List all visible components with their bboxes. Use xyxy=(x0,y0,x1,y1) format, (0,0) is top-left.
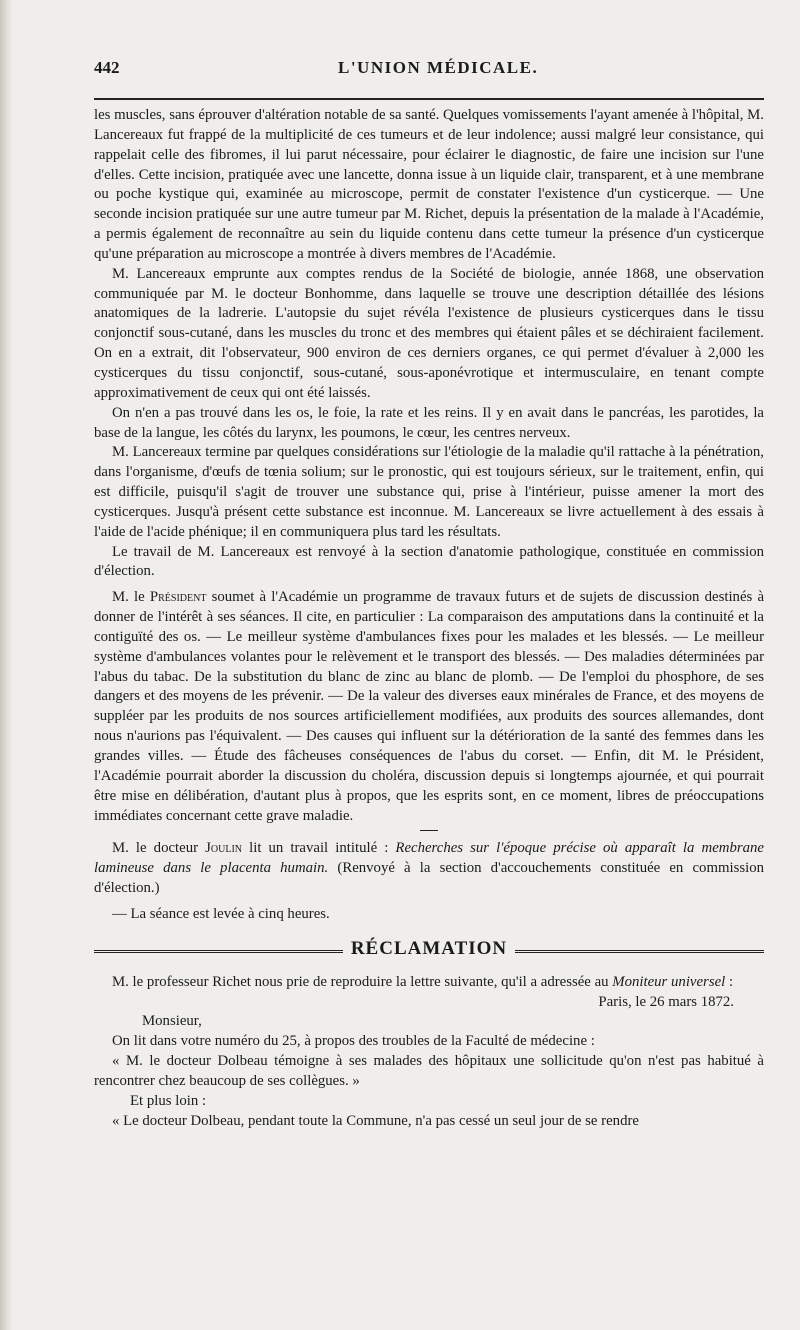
reclamation-heading xyxy=(94,939,764,963)
page-number: 442 xyxy=(94,58,120,77)
paragraph-referral: Le travail de M. Lancereaux est renvoyé à la section d'anatomie pathologique, constituée en commission d'élection. xyxy=(94,543,764,580)
text-segment: M. le xyxy=(112,589,150,606)
paragraph-president-program xyxy=(94,588,764,826)
text-segment: : xyxy=(725,973,734,990)
separator-rule xyxy=(420,830,438,831)
paper-title-italic: Recherches sur l'époque précise où apparaît la membrane lamineuse dans le placenta humain. xyxy=(94,840,764,877)
letter-date: Paris, le 26 mars 1872. xyxy=(598,993,734,1010)
journal-title: L'UNION MÉDICALE. xyxy=(338,58,539,77)
paragraph-organs: On n'en a pas trouvé dans les os, le foie, la rate et les reins. Il y en avait dans le pancréas, les parotides, la base de la langue, les côtés du larynx, les poumons, le cœur, les centres nerveux. xyxy=(94,404,764,441)
text-segment: soumet à l'Académie un programme de travaux futurs et de sujets de discussion destinés à donner de l'intérêt à ses séances. Il cite, en particulier : La comparaison des amputations dans la continuité et la contiguïté des os. — Le meilleur système d'ambulances fixes pour les malades et les blessés. — Le meilleur système d'ambulances volantes pour le relèvement et le transport des blessés. — Des maladies déterminées par l'abus du tabac. De la substitution du blanc de zinc au blanc de plomb. — De l'emploi du phosphore, de ses dangers et des moyens de les prévenir. — De la valeur des diverses eaux minérales de France, et des moyens de suppléer par les produits de nos sources artificiellement modifiées, aux produits des sources allemandes, dont nous n'aurions pas l'équivalent. — Des causes qui influent sur la détérioration de la santé des femmes dans les grandes villes. — Étude des fâcheuses conséquences de l'abus du corset. — Enfin, dit M. le Président, l'Académie pourrait aborder la discussion du choléra, discussion depuis si longtemps ajournée, et qui pourrait être mise en délibération, d'autant plus à propos, que les esprits sont, en ce moment, libres de préoccupations immédiates concernant cette grave maladie. xyxy=(94,589,765,824)
header-rule xyxy=(94,98,764,100)
letter-line: On lit dans votre numéro du 25, à propos des troubles de la Faculté de médecine : xyxy=(112,1033,595,1050)
text-segment: M. le professeur Richet nous prie de reproduire la lettre suivante, qu'il a adressée au xyxy=(112,973,613,990)
text-segment: lit un travail intitulé : xyxy=(242,840,396,857)
letter-quote: « Le docteur Dolbeau, pendant toute la Commune, n'a pas cessé un seul jour de se rendre xyxy=(112,1112,639,1129)
text-segment: (Renvoyé à la section d'accouchements constituée en commission d'élection.) xyxy=(94,860,764,897)
moniteur-italic: Moniteur universel xyxy=(612,973,726,990)
paragraph-bonhomme-observation: M. Lancereaux emprunte aux comptes rendus de la Société de biologie, année 1868, une observation communiquée par M. le docteur Bonhomme, dans laquelle se trouve une description détaillée des lésions anatomiques de la ladrerie. L'autopsie du sujet révéla l'existence de plusieurs cysticerques dans le tissu conjonctif sous-cutané, dans les muscles du tronc et des membres qui étaient pâles et se déchiraient facilement. On en a extrait, dit l'observateur, 900 environ de ces derniers organes, ce qui permet d'évaluer à 2,000 les cysticerques du tissu conjonctif, sous-cutané, sous-aponévrotique et intermusculaire, en tenant compte approximativement de ceux qui ont été laissés. xyxy=(94,265,764,401)
paragraph-etiology: M. Lancereaux termine par quelques considérations sur l'étiologie de la maladie qu'il rattache à la pénétration, dans l'organisme, d'œufs de tœnia solium; sur le pronostic, qui est toujours sérieux, sur le traitement, enfin, qui est difficile, puisqu'il s'agit de trouver une substance qui, prise à l'intérieur, puisse amener la mort des cysticerques. Jusqu'à présent cette substance est inconnue. M. Lancereaux se livre actuellement à des essais à l'aide de l'acide phénique; il en communiquera plus tard les résultats. xyxy=(94,444,764,540)
president-smallcaps: Président xyxy=(149,589,207,606)
paragraph-joulin xyxy=(94,839,764,899)
article-body xyxy=(94,106,764,1132)
paragraph-session-end: — La séance est levée à cinq heures. xyxy=(112,905,330,922)
letter-salutation: Monsieur, xyxy=(142,1013,202,1030)
reclamation-title: RÉCLAMATION xyxy=(343,939,515,959)
paragraph-continuation: les muscles, sans éprouver d'altération notable de sa santé. Quelques vomissements l'ayant amenée à l'hôpital, M. Lancereaux fut frappé de la multiplicité de ces tumeurs et de leur indolence; aussi malgré leur consistance, qui rappelait celle des fibromes, il lui parut nécessaire, pour éclairer le diagnostic, de faire une incision sur l'une d'elles. Cette incision, pratiquée avec une lancette, donna issue à un liquide clair, transparent, et à une membrane ou poche kystique qui, examinée au microscope, permit de constater l'existence d'un cysticerque. — Une seconde incision pratiquée sur une autre tumeur par M. Richet, depuis la présentation de la malade à l'Académie, a permis également de reconnaître au sein du liquide contenu dans cette tumeur la présence d'un cysticerque qu'une préparation au microscope a montrée à divers membres de l'Académie. xyxy=(94,107,764,262)
text-segment: M. le docteur xyxy=(112,840,206,857)
letter-quote: « M. le docteur Dolbeau témoigne à ses malades des hôpitaux une sollicitude qu'on n'est pas habitué à rencontrer chez beaucoup de ses collègues. » xyxy=(94,1053,764,1089)
reclamation-intro xyxy=(94,973,764,993)
joulin-smallcaps: Joulin xyxy=(205,840,243,857)
letter-line: Et plus loin : xyxy=(130,1092,207,1109)
page-header xyxy=(94,58,764,90)
page-binding-shadow xyxy=(0,0,12,1330)
